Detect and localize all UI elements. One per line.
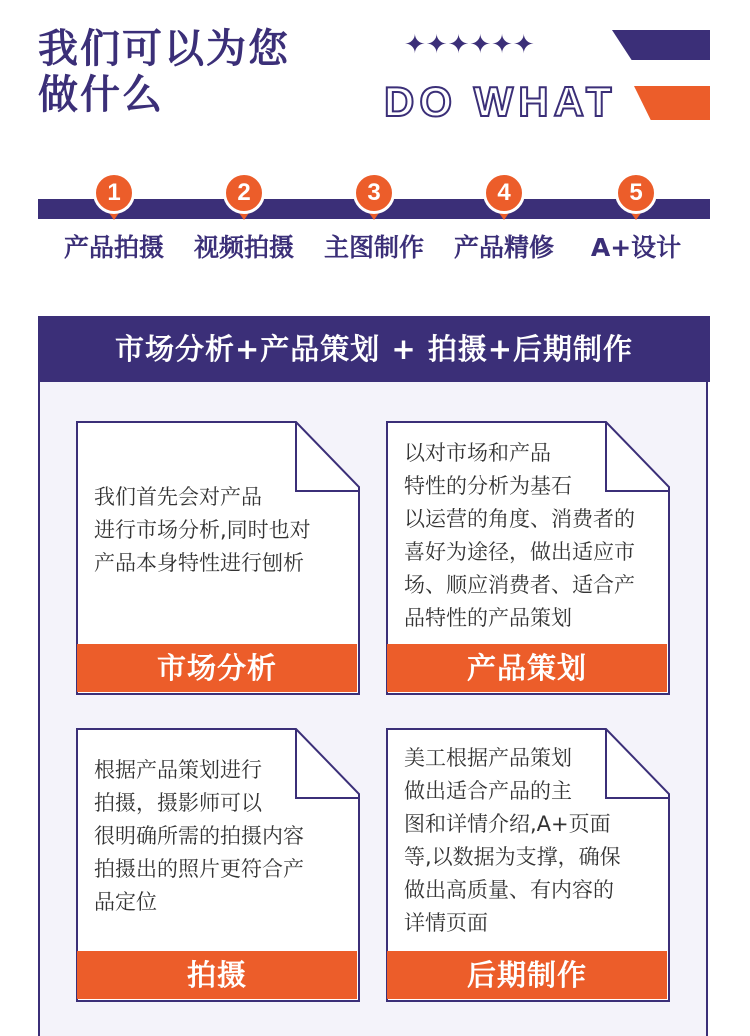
card-line: 拍摄，摄影师可以 xyxy=(94,791,262,815)
step-3 xyxy=(304,172,444,264)
step-4 xyxy=(434,172,574,264)
step-label: 视频拍摄 xyxy=(193,233,294,262)
orange-parallelogram-decoration xyxy=(634,86,710,120)
card-body xyxy=(94,754,304,919)
card-post-production xyxy=(386,728,668,1000)
step-1 xyxy=(44,172,184,264)
card-footer-label: 产品策划 xyxy=(387,644,667,692)
purple-parallelogram-decoration xyxy=(612,30,710,60)
step-label: A+设计 xyxy=(590,233,682,262)
card-line: 拍摄出的照片更符合产 xyxy=(94,857,304,881)
step-label: 产品精修 xyxy=(453,233,554,262)
card-footer-label: 拍摄 xyxy=(77,951,357,999)
star-decoration-icon: ✦✦✦✦✦✦ xyxy=(404,30,535,60)
card-line: 进行市场分析,同时也对 xyxy=(94,518,311,542)
card-line: 美工根据产品策划 xyxy=(404,746,572,770)
card-line: 产品本身特性进行刨析 xyxy=(94,551,304,575)
card-line: 以运营的角度、消费者的 xyxy=(404,507,635,531)
card-footer-label: 市场分析 xyxy=(77,644,357,692)
card-line: 品特性的产品策划 xyxy=(404,606,572,630)
step-5 xyxy=(566,172,706,264)
step-number-badge: 5 xyxy=(615,172,657,214)
panel-title: 市场分析+产品策划 + 拍摄+后期制作 xyxy=(38,316,710,382)
card-market-analysis xyxy=(76,421,358,693)
card-product-planning xyxy=(386,421,668,693)
card-line: 根据产品策划进行 xyxy=(94,758,262,782)
step-number-badge: 3 xyxy=(353,172,395,214)
card-line: 特性的分析为基石 xyxy=(404,474,572,498)
page-title xyxy=(38,26,290,118)
card-line: 以对市场和产品 xyxy=(404,441,551,465)
card-body xyxy=(404,742,621,940)
step-label: 产品拍摄 xyxy=(63,233,164,262)
step-2 xyxy=(174,172,314,264)
card-footer-label: 后期制作 xyxy=(387,951,667,999)
subtitle-do-what: DO WHAT xyxy=(384,78,617,125)
card-body xyxy=(94,481,311,580)
card-line: 喜好为途径，做出适应市 xyxy=(404,540,635,564)
card-line: 我们首先会对产品 xyxy=(94,485,262,509)
card-photography xyxy=(76,728,358,1000)
step-label: 主图制作 xyxy=(323,233,424,262)
card-line: 图和详情介绍,A+页面 xyxy=(404,812,611,836)
card-line: 品定位 xyxy=(94,890,157,914)
card-line: 做出高质量、有内容的 xyxy=(404,878,614,902)
card-line: 等,以数据为支撑，确保 xyxy=(404,845,621,869)
step-number-badge: 4 xyxy=(483,172,525,214)
title-line-1: 我们可以为您 xyxy=(38,26,290,72)
step-number-badge: 2 xyxy=(223,172,265,214)
step-number-badge: 1 xyxy=(93,172,135,214)
card-line: 做出适合产品的主 xyxy=(404,779,572,803)
card-line: 很明确所需的拍摄内容 xyxy=(94,824,304,848)
card-body xyxy=(404,437,635,635)
title-line-2: 做什么 xyxy=(38,72,164,118)
card-line: 场、顺应消费者、适合产 xyxy=(404,573,635,597)
card-line: 详情页面 xyxy=(404,911,488,935)
